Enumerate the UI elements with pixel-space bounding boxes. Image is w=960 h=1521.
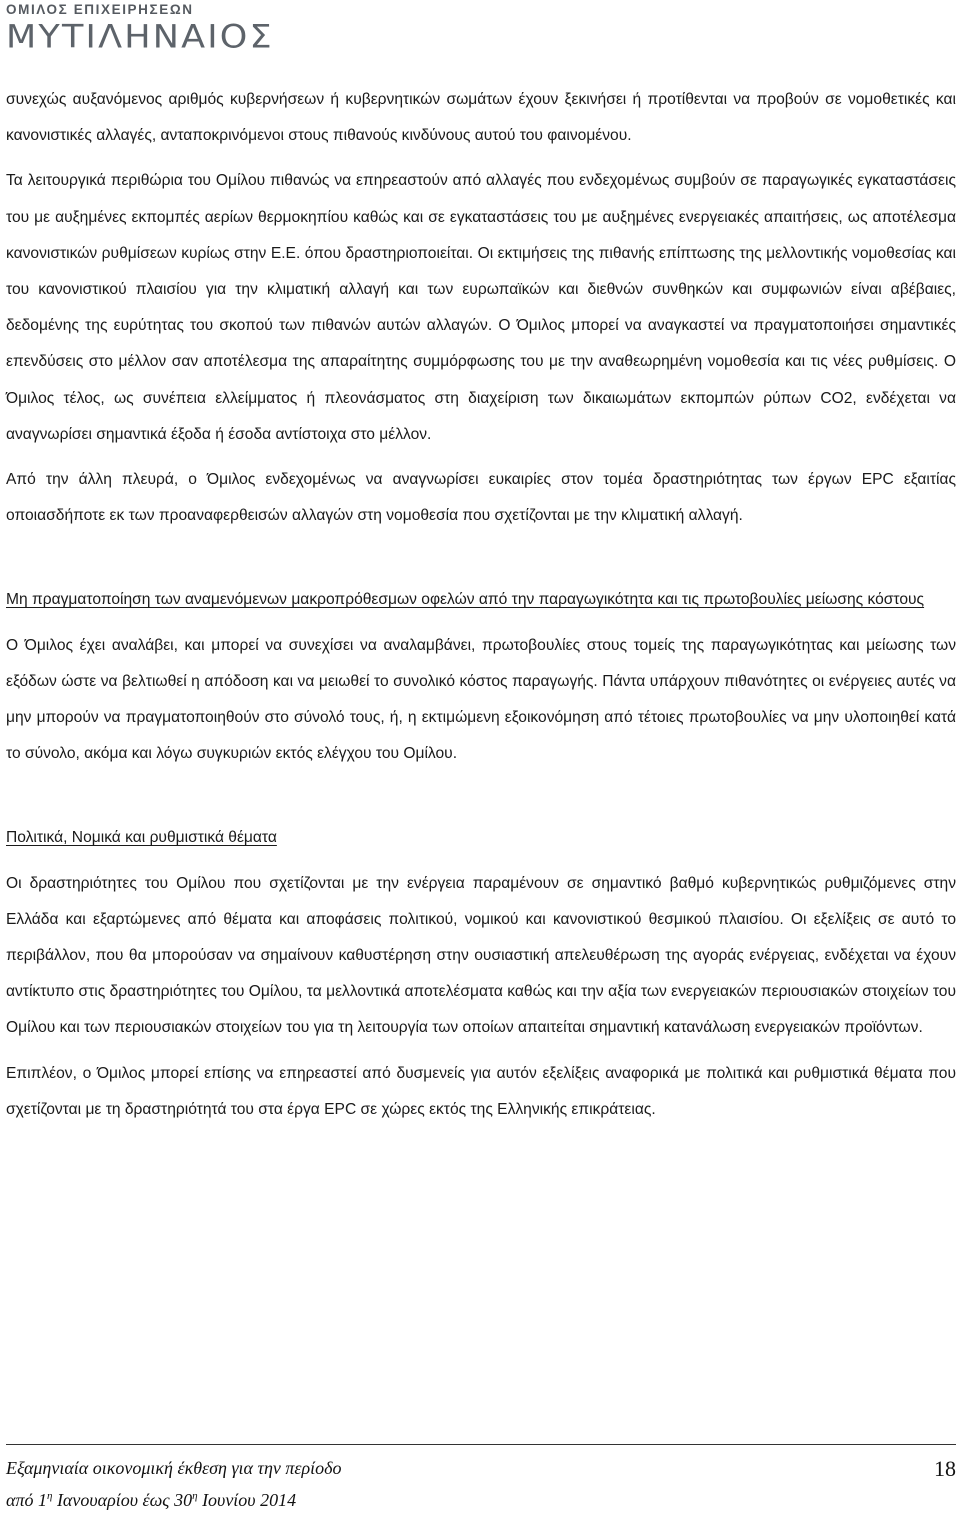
- company-logo: [6, 2, 306, 62]
- section-heading-political-legal: Πολιτικά, Νομικά και ρυθμιστικά θέματα: [6, 829, 277, 847]
- section-body-political-legal-1: Οι δραστηριότητες του Ομίλου που σχετίζονται με την ενέργεια παραμένουν σε σημαντικό βαθμό κυβερνητικώς ρυθμιζόμενες στην Ελλάδα και εξαρτώμενες από θέματα και αποφάσεις πολιτικού, νομικού και κανονιστικού θεσμικού πλαισίου. Οι εξελίξεις σε αυτό το περιβάλλον, που θα μπορούσαν να σημαίνουν καθυστέρηση στην ουσιαστική απελευθέρωση της αγοράς ενέργειας, ενδέχεται να έχουν αντίκτυπο στις δραστηριότητες του Ομίλου, τα μελλοντικά αποτελέσματα καθώς και την αξία των ενεργειακών περιουσιακών στοιχείων του Ομίλου και των περιουσιακών στοιχείων του για τη λειτουργία των οποίων απαιτείται σημαντική κατανάλωση ενεργειακών προϊόντων.: [6, 874, 956, 1037]
- paragraph-2: Τα λειτουργικά περιθώρια του Ομίλου πιθανώς να επηρεαστούν από αλλαγές που ενδεχομένως συμβούν σε παραγωγικές εγκαταστάσεις του με αυξημένες εκπομπές αερίων θερμοκηπίου καθώς και σε εγκαταστάσεις του με αυξημένες ενεργειακές απαιτήσεις, ως αποτέλεσμα κανονιστικών ρυθμίσεων κυρίως στην Ε.Ε. όπου δραστηριοποιείται. Οι εκτιμήσεις της πιθανής επίπτωσης της μελλοντικής νομοθεσίας και του κανονιστικού πλαισίου για την κλιματική αλλαγή και των ευρωπαϊκών και διεθνών συνθηκών και συμφωνιών είναι αβέβαιες, δεδομένης της ευρύτητας του σκοπού των πιθανών αυτών αλλαγών. Ο Όμιλος μπορεί να αναγκαστεί να πραγματοποιήσει σημαντικές επενδύσεις στο μέλλον σαν αποτέλεσμα της απαραίτητης συμμόρφωσης του με την αναθεωρημένη νομοθεσία και τις νέες ρυθμίσεις. Ο Όμιλος τέλος, ως συνέπεια ελλείμματος ή πλεονάσματος στη διαχείριση των δικαιωμάτων εκπομπών ρύπων CO2, ενδέχεται να αναγνωρίσει σημαντικά έξοδα ή έσοδα αντίστοιχα στο μέλλον.: [6, 172, 956, 443]
- section-heading-cost-initiatives: Μη πραγματοποίηση των αναμενόμενων μακροπρόθεσμων οφελών από την παραγωγικότητα και τις πρωτοβουλίες μείωσης κόστους: [6, 591, 925, 609]
- section-body-political-legal-2: Επιπλέον, ο Όμιλος μπορεί επίσης να επηρεαστεί από δυσμενείς για αυτόν εξελίξεις αναφορικά με πολιτικά και ρυθμιστικά θέματα που σχετίζονται με τη δραστηριότητά του στα έργα EPC σε χώρες εκτός της Ελληνικής επικράτειας.: [6, 1064, 956, 1118]
- footer-report-title: [6, 1452, 341, 1516]
- paragraph-3: Από την άλλη πλευρά, ο Όμιλος ενδεχομένως να αναγνωρίσει ευκαιρίες στον τομέα δραστηριότητας των έργων EPC εξαιτίας οποιασδήποτε εκ των προαναφερθεισών αλλαγών στη νομοθεσία που σχετίζονται με την κλιματική αλλαγή.: [6, 471, 956, 525]
- section-body-cost-initiatives: Ο Όμιλος έχει αναλάβει, και μπορεί να συνεχίσει να αναλαμβάνει, πρωτοβουλίες στους τομείς της παραγωγικότητας και μείωσης των εξόδων ώστε να βελτιωθεί η απόδοση και να μειωθεί το συνολικό κόστος παραγωγής. Πάντα υπάρχουν πιθανότητες οι ενέργειες αυτές να μην μπορούν να πραγματοποιηθούν στο σύνολό τους, ή, η εκτιμώμενη εξοικονόμηση από τέτοιες πρωτοβουλίες να μην υλοποιηθεί κατά το σύνολο, ακόμα και λόγω συγκυριών εκτός ελέγχου του Ομίλου.: [6, 636, 956, 763]
- footer-divider: [6, 1444, 956, 1445]
- footer-line-2: από $1^\eta$ Ιανουαρίου έως $30^\eta$ Ιουνίου 2014: [6, 1490, 297, 1510]
- document-body: [6, 82, 956, 1128]
- logo-main-text: ΜΥΤΙΛΗΝΑΙΟΣ: [6, 19, 274, 56]
- footer-line-1: Εξαμηνιαία οικονομική έκθεση για την περίοδο: [6, 1458, 342, 1478]
- logo-top-text: ΟΜΙΛΟΣ ΕΠΙΧΕΙΡΗΣΕΩΝ: [6, 2, 194, 17]
- page-number: 18: [934, 1456, 956, 1481]
- paragraph-1: συνεχώς αυξανόμενος αριθμός κυβερνήσεων ή κυβερνητικών σωμάτων έχουν ξεκινήσει ή προτίθενται να προβούν σε νομοθετικές και κανονιστικές αλλαγές, ανταποκρινόμενοι στους πιθανούς κινδύνους αυτού του φαινομένου.: [6, 91, 956, 145]
